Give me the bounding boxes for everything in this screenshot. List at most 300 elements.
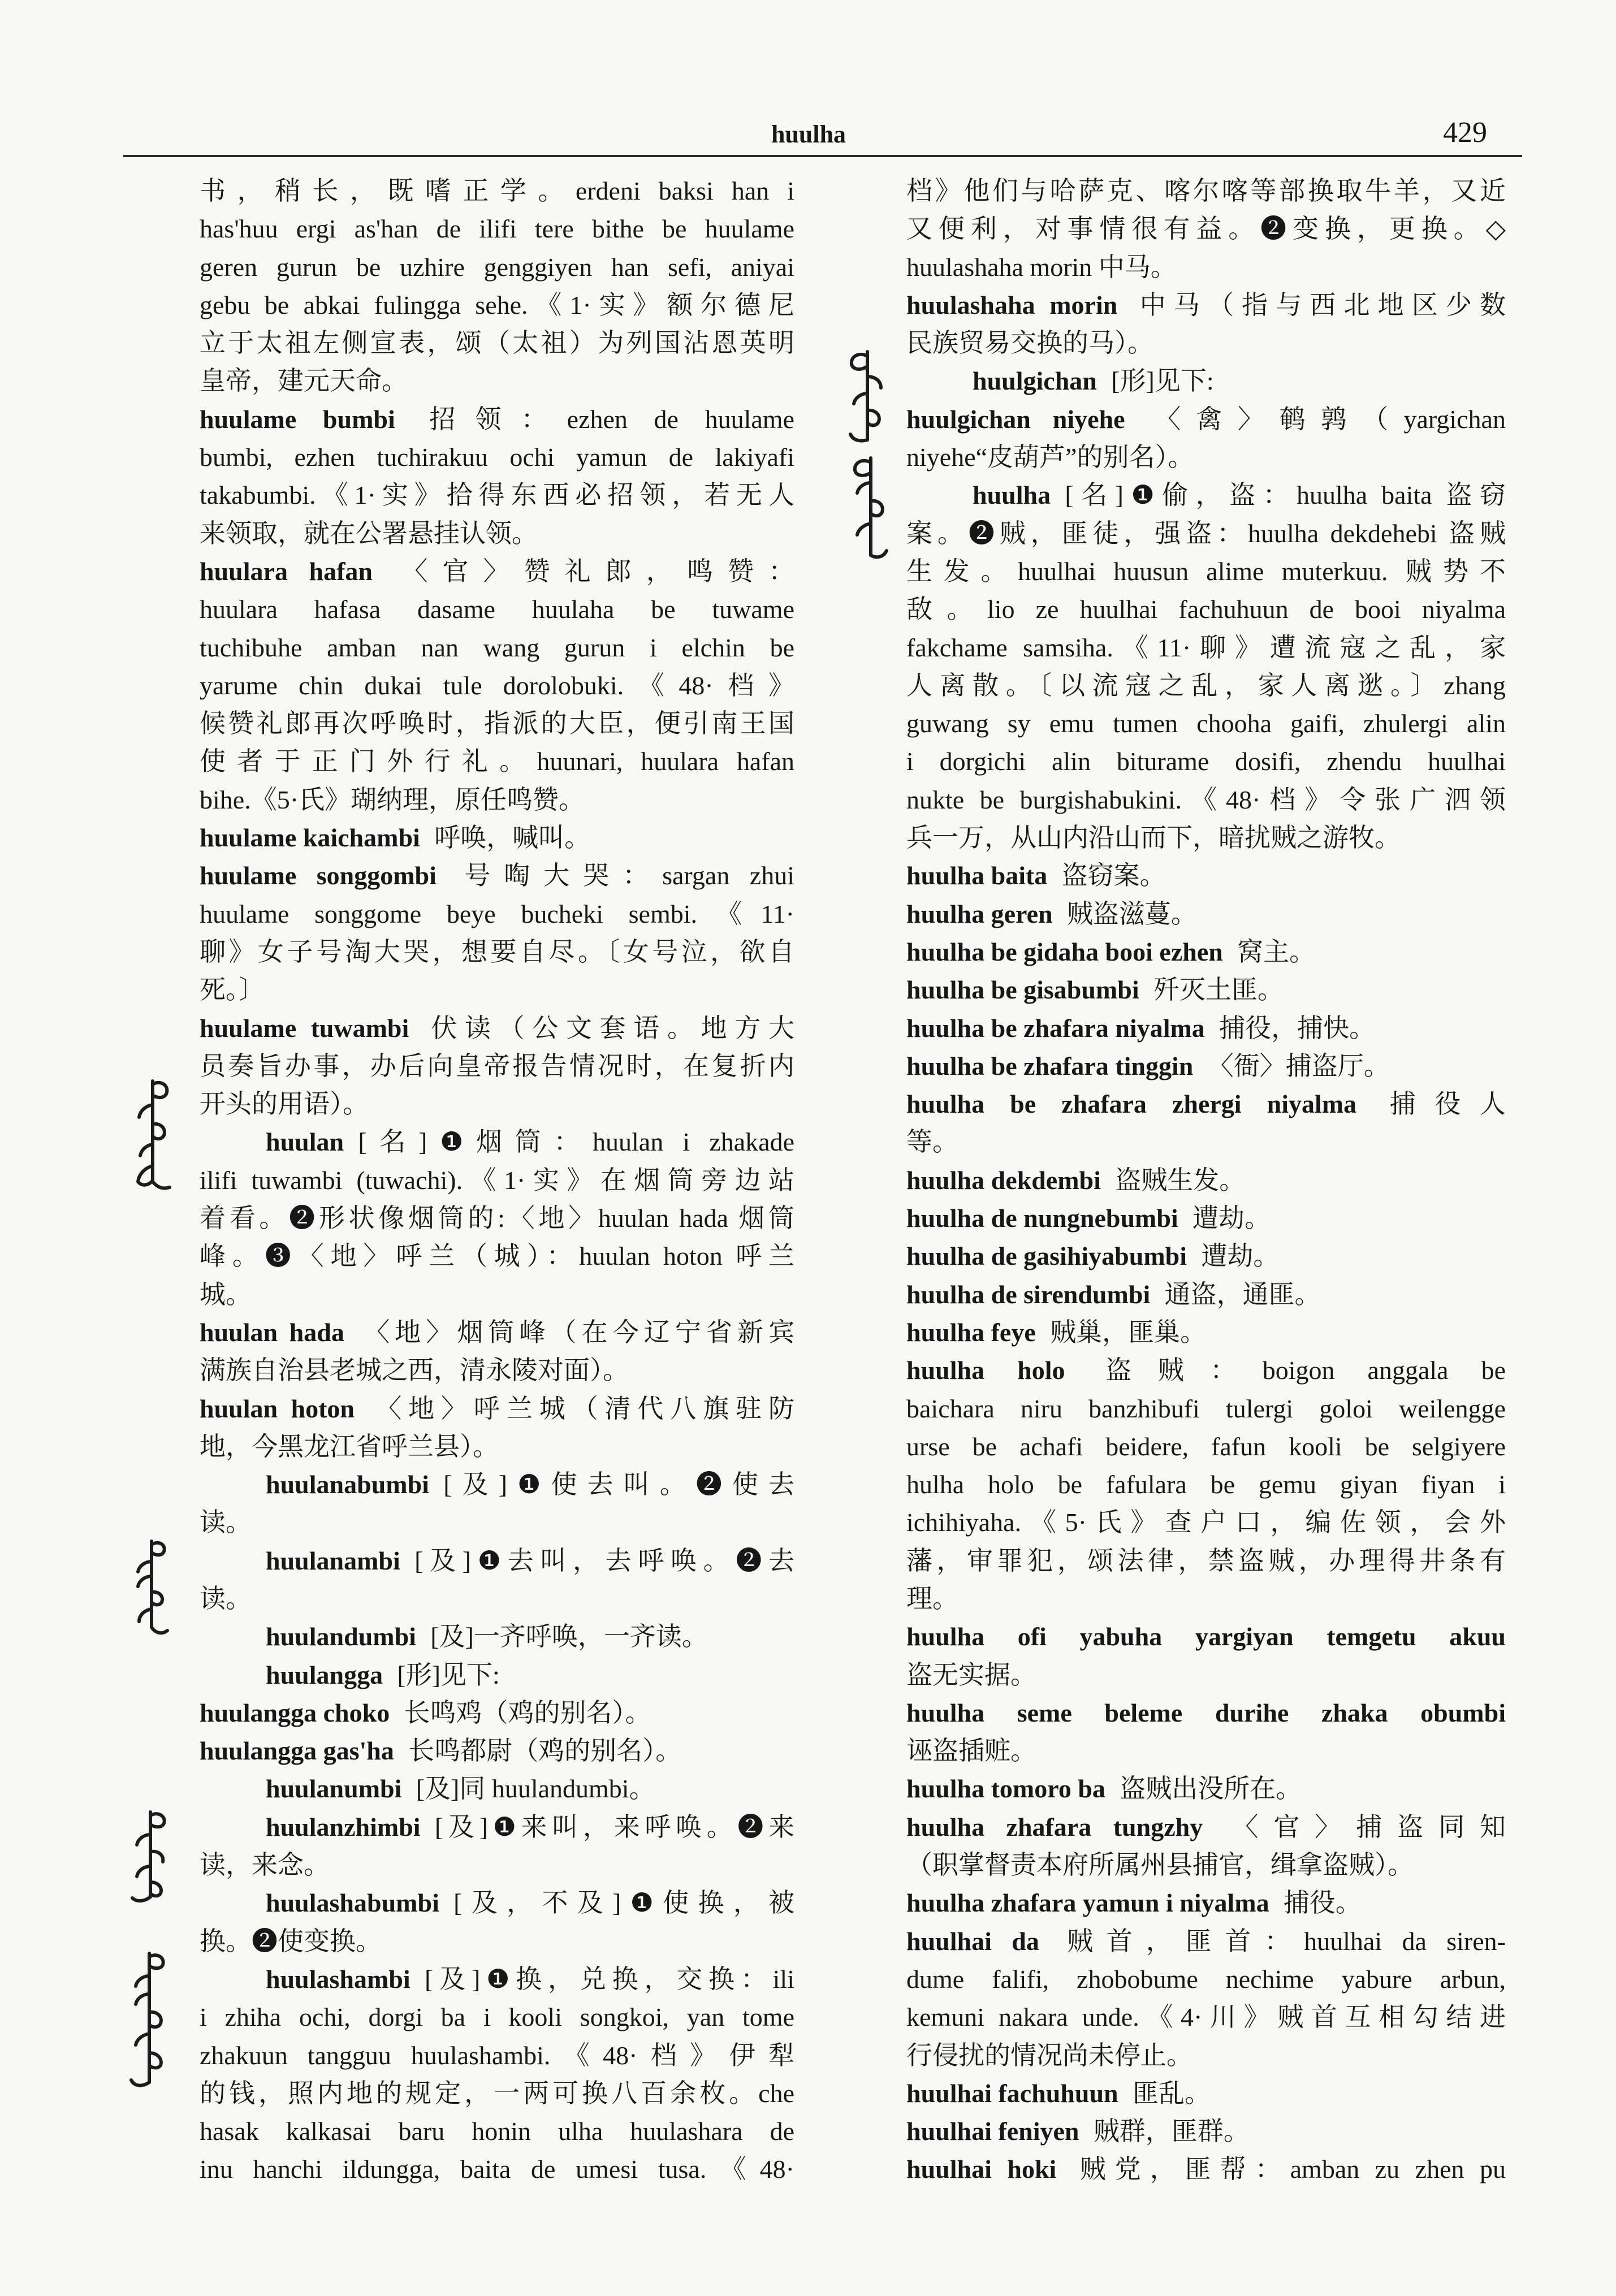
text-line [200,1922,794,1960]
headword-line [906,895,1506,933]
dictionary-entry [200,1009,794,1123]
headword: huulanabumbi [266,1470,429,1499]
text-line [200,1580,794,1618]
gloss-text: 盗贼：boigon anggala be [1079,1356,1506,1385]
manchu-script-word [132,1812,165,1901]
text-line [906,1732,1506,1770]
gloss-text: 号啕大哭：sargan zhui [451,861,794,890]
dictionary-entry [200,552,794,819]
text-line [200,362,794,400]
gloss-text: 峰。❸〈地〉呼兰（城）：huulan hoton 呼兰 [200,1242,794,1271]
gloss-text: 捕役。 [1283,1888,1362,1918]
dictionary-entry [906,1618,1506,1694]
headword: huulhai fachuhuun [906,2078,1118,2108]
text-line [200,1161,794,1199]
manchu-script-word [131,1953,163,2086]
headword: huulan hoton [200,1394,355,1423]
gloss-text: guwang sy emu tumen chooha gaifi, zhulergi alin [906,709,1506,738]
headword: huulashambi [266,1964,411,1994]
headword-line [906,1199,1506,1237]
gloss-text: 开头的用语）。 [200,1089,369,1119]
gloss-text: hasak kalkasai baru honin ulha huulashara de [200,2117,794,2146]
gloss-text: 来领取，就在公署悬挂认领。 [200,518,538,548]
text-line [906,324,1506,362]
headword: huulanzhimbi [266,1812,421,1841]
dictionary-entry [906,1351,1506,1618]
headword-line [906,1313,1506,1351]
headword: huulha be zhafara zhergi niyalma [906,1089,1357,1119]
headword-line [200,819,794,857]
headword-line [200,1390,794,1428]
gloss-text: geren gurun be uzhire genggiyen han sefi, aniyai [200,252,794,282]
gloss-text: 〈官〉赞礼郎，鸣赞： [387,556,794,586]
gloss-text: [及]❶使去叫。❷使去 [443,1470,794,1499]
headword-line [906,362,1506,400]
headword-line [200,1618,794,1655]
gloss-text: 死。〕 [200,975,265,1005]
headword-line [906,2074,1506,2112]
gloss-text: 贼党，匪帮：amban zu zhen pu [1070,2155,1506,2184]
headword: huulha tomoro ba [906,1774,1105,1804]
gloss-text: bihe.《5·氏》瑚纳理，原任鸣赞。 [200,785,585,814]
dictionary-entry [906,400,1506,477]
gloss-text: tuchibuhe amban nan wang gurun i elchin be [200,633,794,662]
headword-line [906,2150,1506,2188]
gloss-text: 读。 [200,1508,252,1537]
headword-line [906,1351,1506,1389]
dictionary-entry [200,857,794,1009]
headword: huulara hafan [200,556,373,586]
gloss-text: （职掌督责本府所属州县捕官，缉拿盗贼）。 [906,1850,1414,1880]
dictionary-entry [200,1465,794,1542]
text-line [200,2036,794,2074]
headword-line [906,1161,1506,1199]
gloss-text: 匪乱。 [1132,2078,1211,2108]
dictionary-entry [200,1960,794,2189]
text-line [906,1465,1506,1503]
gloss-text: [名]❶烟筒：huulan i zhakade [358,1127,794,1157]
text-line [906,210,1506,248]
manchu-script-word [138,1541,167,1633]
gloss-text: 读。 [200,1584,252,1613]
dictionary-entry [906,2112,1506,2150]
manchu-script-word [855,458,887,557]
gloss-text: 敌。lio ze huulhai fachuhuun de booi niyalma [906,595,1506,624]
gloss-text: 招领：ezhen de huulame [409,404,794,434]
headword: huulandumbi [266,1622,416,1651]
gloss-text: 贼群，匪群。 [1093,2117,1250,2146]
dictionary-entry [200,172,794,400]
text-line [906,1542,1506,1580]
text-line [200,667,794,704]
gloss-text: 皇帝，建元天命。 [200,366,408,396]
text-line [906,2036,1506,2074]
headword: huulha de sirendumbi [906,1279,1151,1309]
headword: huulangga gas'ha [200,1736,394,1766]
text-line [906,1656,1506,1694]
text-line [200,286,794,324]
gloss-text: 诬盗插赃。 [906,1736,1036,1766]
headword-line [906,476,1506,514]
dictionary-entry [906,1085,1506,1161]
headword-line [906,2112,1506,2150]
gloss-text: [及]一齐呼唤，一齐读。 [430,1622,708,1651]
headword: huulha seme beleme durihe zhaka obumbi [906,1698,1506,1727]
text-line [906,1998,1506,2036]
text-line [906,1960,1506,1998]
text-line [906,742,1506,780]
text-line [200,172,794,210]
gloss-text: 长鸣鸡（鸡的别名）。 [404,1698,651,1727]
headword-line [200,1960,794,1998]
gloss-text: 贼盗滋蔓。 [1066,899,1197,928]
gloss-text: 贼巢，匪巢。 [1050,1317,1207,1347]
gloss-text: 〈禽〉鹌鹑（yargichan [1139,404,1506,434]
left-column [200,172,794,2189]
text-line [200,704,794,742]
headword: huulha feye [906,1317,1036,1347]
gloss-text: 盗贼生发。 [1115,1165,1246,1195]
gloss-text: 兵一万，从山内沿山而下，暗扰贼之游牧。 [906,823,1401,853]
text-line [906,1428,1506,1465]
headword: huulashaha morin [906,290,1118,319]
text-line [906,1503,1506,1541]
headword: huulha de gasihiyabumbi [906,1242,1187,1271]
page-number: 429 [1443,116,1487,149]
headword: huulanambi [266,1546,400,1575]
gloss-text: has'huu ergi as'han de ilifi tere bithe be huulame [200,214,794,244]
dictionary-entry [906,1770,1506,1808]
dictionary-entry [200,1618,794,1655]
gloss-text: 民族贸易交换的马）。 [906,328,1153,358]
gloss-text: 使者于正门外行礼。huunari, huulara hafan [200,747,794,776]
headword: huulgichan [973,366,1097,396]
text-line [200,1503,794,1541]
gloss-text: 贼首，匪首：huulhai da siren- [1053,1926,1506,1956]
gloss-text: 聊》女子号淘大哭，想要自尽。〔女号泣，欲自 [200,937,794,966]
dictionary-entry [200,1123,794,1313]
headword-line [200,1694,794,1732]
dictionary-entry [200,1808,794,1884]
text-line [200,1199,794,1237]
gloss-text: [及]❶去叫，去呼唤。❷去 [414,1546,794,1575]
gloss-text: 员奏旨办事，办后向皇帝报告情况时，在复折内 [200,1051,794,1080]
headword: huulgichan niyehe [906,404,1125,434]
gloss-text: 〈地〉烟筒峰（在今辽宁省新宾 [358,1317,794,1347]
dictionary-entry [200,1770,794,1808]
dictionary-entry [906,857,1506,894]
text-line [906,1390,1506,1428]
headword-line [906,286,1506,324]
headword: huulha de nungnebumbi [906,1204,1178,1233]
text-line [200,248,794,286]
headword: huulha ofi yabuha yargiyan temgetu akuu [906,1622,1506,1651]
dictionary-entry [906,1009,1506,1047]
running-head: huulha [771,120,846,148]
headword: huulame bumbi [200,404,395,434]
headword: huulha geren [906,899,1053,928]
headword: huulame tuwambi [200,1013,409,1043]
gloss-text: inu hanchi ildungga, baita de umesi tusa.《48· [200,2155,794,2184]
gloss-text: 等。 [906,1127,958,1157]
gloss-text: 通盗，通匪。 [1164,1279,1321,1309]
text-line [200,933,794,971]
gloss-text: baichara niru banzhibufi tulergi goloi weilengge [906,1394,1506,1423]
text-line [906,667,1506,704]
gloss-text: gebu be abkai fulingga sehe.《1·实》额尔德尼 [200,290,794,319]
dictionary-entry [906,1237,1506,1275]
headword-line [200,1770,794,1808]
gloss-text: huulara hafasa dasame huulaha be tuwame [200,595,794,624]
gloss-text: 盗无实据。 [906,1660,1036,1689]
text-line [906,514,1506,552]
gloss-text: niyehe“皮葫芦”的别名）。 [906,443,1194,472]
gloss-text: 城。 [200,1279,252,1309]
headword: huulhai feniyen [906,2117,1079,2146]
headword-line [906,1770,1506,1808]
dictionary-entry [906,1808,1506,1884]
headword: huulha zhafara tungzhy [906,1812,1203,1841]
headword-line [906,1237,1506,1275]
headword-line [200,1656,794,1694]
headword: huulha be gisabumbi [906,975,1139,1005]
gloss-text: ichihiyaha.《5·氏》查户口，编佐领，会外 [906,1508,1506,1537]
gloss-text: 书，稍长，既嗜正学。erdeni baksi han i [200,176,794,205]
text-line [906,590,1506,628]
text-line [200,438,794,476]
text-line [200,1047,794,1085]
dictionary-entry [200,1694,794,1732]
text-line [200,895,794,933]
gloss-text: 〈官〉捕盗同知 [1217,1812,1506,1841]
gloss-text: 生发。huulhai huusun alime muterkuu. 贼势不 [906,556,1506,586]
dictionary-entry [200,1313,794,1390]
gloss-text: 满族自治县老城之西，清永陵对面）。 [200,1356,629,1385]
dictionary-entry [906,286,1506,362]
text-line [200,2150,794,2188]
headword-line [906,971,1506,1009]
gloss-text: 的钱，照内地的规定，一两可换八百余枚。che [200,2078,794,2108]
gloss-text: 人离散。〔以流寇之乱，家人离逖。〕zhang [906,671,1506,700]
gloss-text: i dorgichi alin biturame dosifi, zhendu huulhai [906,747,1506,776]
headword: huulha [973,481,1051,510]
gloss-text: takabumbi.《1·实》拾得东西必招领，若无人 [200,481,794,510]
text-line [906,248,1506,286]
dictionary-entry [906,1313,1506,1351]
headword-line [200,857,794,894]
text-line [200,1351,794,1389]
manchu-script-word [850,352,881,441]
dictionary-entry [906,1161,1506,1199]
headword-line [200,1465,794,1503]
headword-line [200,1313,794,1351]
gloss-text: [形]见下: [397,1660,500,1689]
headword: huulha zhafara yamun i niyalma [906,1888,1269,1918]
gloss-text: hulha holo be fafulara be gemu giyan fiyan i [906,1470,1506,1499]
dictionary-entry [906,1884,1506,1922]
headword-line [200,1123,794,1161]
gloss-text: 立于太祖左侧宣表，颂（太祖）为列国沾恩英明 [200,328,794,358]
headword: huulha dekdembi [906,1165,1101,1195]
gloss-text: 行侵扰的情况尚未停止。 [906,2040,1192,2070]
headword: huulhai da [906,1926,1039,1956]
text-line [906,1846,1506,1884]
gloss-text: 藩，审罪犯，颂法律，禁盗贼，办理得井条有 [906,1546,1506,1575]
headword-line [906,1922,1506,1960]
text-line [906,629,1506,667]
headword: huulha be zhafara tinggin [906,1051,1194,1080]
text-line [906,552,1506,590]
headword-line [200,552,794,590]
headword: huulame kaichambi [200,823,420,853]
text-line [200,1998,794,2036]
gloss-text: zhakuun tangguu huulashambi.《48·档》伊犁 [200,2040,794,2070]
headword-line [200,1732,794,1770]
dictionary-entry [906,2074,1506,2112]
gloss-text: dume falifi, zhobobume nechime yabure arbun, [906,1964,1506,1994]
text-line [200,1846,794,1884]
dictionary-entry [906,362,1506,400]
gloss-text: [及]❶来叫，来呼唤。❷来 [434,1812,794,1841]
gloss-text: 长鸣都尉（鸡的别名）。 [408,1736,682,1766]
text-line [906,1580,1506,1618]
headword-line [200,1808,794,1846]
text-line [200,590,794,628]
gloss-text: nukte be burgishabukini.《48·档》令张广泗领 [906,785,1506,814]
headword-line [906,1884,1506,1922]
headword-line [906,1009,1506,1047]
gloss-text: [及，不及]❶使换，被 [453,1888,794,1918]
gloss-text: fakchame samsiha.《11·聊》遭流寇之乱，家 [906,633,1506,662]
text-line [200,1275,794,1313]
dictionary-entry [906,895,1506,933]
headword: huulame songgombi [200,861,437,890]
dictionary-entry [906,1199,1506,1237]
headword-line [906,933,1506,971]
gloss-text: 换。❷使变换。 [200,1926,382,1956]
gloss-text: 盗贼出没所在。 [1120,1774,1302,1804]
headword-line [906,1085,1506,1123]
text-line [200,476,794,514]
headword-line [906,1275,1506,1313]
gloss-text: 〈衙〉捕盗厅。 [1207,1051,1390,1080]
text-line [200,210,794,248]
text-line [200,514,794,552]
text-line [200,1428,794,1465]
gloss-text: 中马（指与西北地区少数 [1131,290,1506,319]
text-line [200,2112,794,2150]
right-column [906,172,1506,2189]
dictionary-entry [906,172,1506,286]
text-line [906,438,1506,476]
dictionary-entry [906,1922,1506,2074]
headword: huulha be gidaha booi ezhen [906,937,1223,966]
gloss-text: 候赞礼郎再次呼唤时，指派的大臣，便引南王国 [200,709,794,738]
text-line [200,324,794,362]
gloss-text: 读，来念。 [200,1850,330,1880]
dictionary-entry [906,476,1506,857]
gloss-text: kemuni nakara unde.《4·川》贼首互相勾结进 [906,2003,1506,2032]
dictionary-entry [200,1884,794,1960]
gloss-text: 窝主。 [1237,937,1316,966]
headword-line [906,1618,1506,1655]
gloss-text: [及]❶换，兑换，交换：ili [425,1964,794,1994]
text-line [906,1123,1506,1161]
manchu-script-word [138,1081,170,1188]
gloss-text: 捕役人 [1371,1089,1506,1119]
gloss-text: [及]同 huulandumbi。 [416,1774,655,1804]
gloss-text: 遭劫。 [1201,1242,1280,1271]
headword-line [906,1808,1506,1846]
gloss-text: ilifi tuwambi (tuwachi).《1·实》在烟筒旁边站 [200,1165,794,1195]
headword-line [200,400,794,438]
text-line [200,1237,794,1275]
headword: huulangga [266,1660,383,1689]
headword: huulha baita [906,861,1048,890]
gloss-text: urse be achafi beidere, fafun kooli be selgiyere [906,1432,1506,1461]
gloss-text: 〈地〉呼兰城（清代八旗驻防 [369,1394,794,1423]
dictionary-entry [200,1656,794,1694]
headword: huulangga choko [200,1698,390,1727]
gloss-text: 歼灭土匪。 [1153,975,1284,1005]
gloss-text: yarume chin dukai tule dorolobuki.《48·档》 [200,671,794,700]
dictionary-entry [200,1542,794,1618]
headword: huulan [266,1127,344,1157]
gloss-text: huulashaha morin 中马。 [906,252,1177,282]
header-rule [123,155,1522,157]
text-line [906,781,1506,819]
text-line [906,172,1506,210]
dictionary-entry [906,1275,1506,1313]
gloss-text: 档》他们与哈萨克、喀尔喀等部换取牛羊，又近 [906,176,1506,205]
headword-line [200,1009,794,1047]
headword-line [906,400,1506,438]
dictionary-entry [906,1694,1506,1770]
text-line [200,1085,794,1123]
headword-line [906,1047,1506,1085]
headword: huulha holo [906,1356,1065,1385]
headword-line [906,857,1506,894]
headword-line [906,1694,1506,1732]
gloss-text: 着看。❷形状像烟筒的:〈地〉huulan hada 烟筒 [200,1204,794,1233]
gloss-text: 遭劫。 [1192,1204,1271,1233]
headword: huulashabumbi [266,1888,439,1918]
gloss-text: [名]❶偷，盗：huulha baita 盗窃 [1065,481,1506,510]
gloss-text: i zhiha ochi, dorgi ba i kooli songkoi, yan tome [200,2003,794,2032]
text-line [200,742,794,780]
gloss-text: huulame songgome beye bucheki sembi.《11· [200,899,794,928]
dictionary-entry [906,971,1506,1009]
dictionary-entry [200,400,794,552]
dictionary-entry [200,819,794,857]
gloss-text: 案。❷贼，匪徒，强盗：huulha dekdehebi 盗贼 [906,518,1506,548]
headword: huulan hada [200,1317,344,1347]
text-line [200,971,794,1009]
text-line [906,704,1506,742]
gloss-text: 地，今黑龙江省呼兰县）。 [200,1432,499,1461]
gloss-text: 捕役，捕快。 [1219,1013,1376,1043]
gloss-text: bumbi, ezhen tuchirakuu ochi yamun de lakiyafi [200,443,794,472]
text-line [200,629,794,667]
gloss-text: 盗窃案。 [1061,861,1166,890]
text-line [200,2074,794,2112]
dictionary-entry [906,2150,1506,2188]
headword-line [200,1542,794,1580]
gloss-text: [形]见下: [1111,366,1214,396]
gloss-text: 呼唤，喊叫。 [434,823,591,853]
text-line [200,781,794,819]
headword-line [200,1884,794,1922]
